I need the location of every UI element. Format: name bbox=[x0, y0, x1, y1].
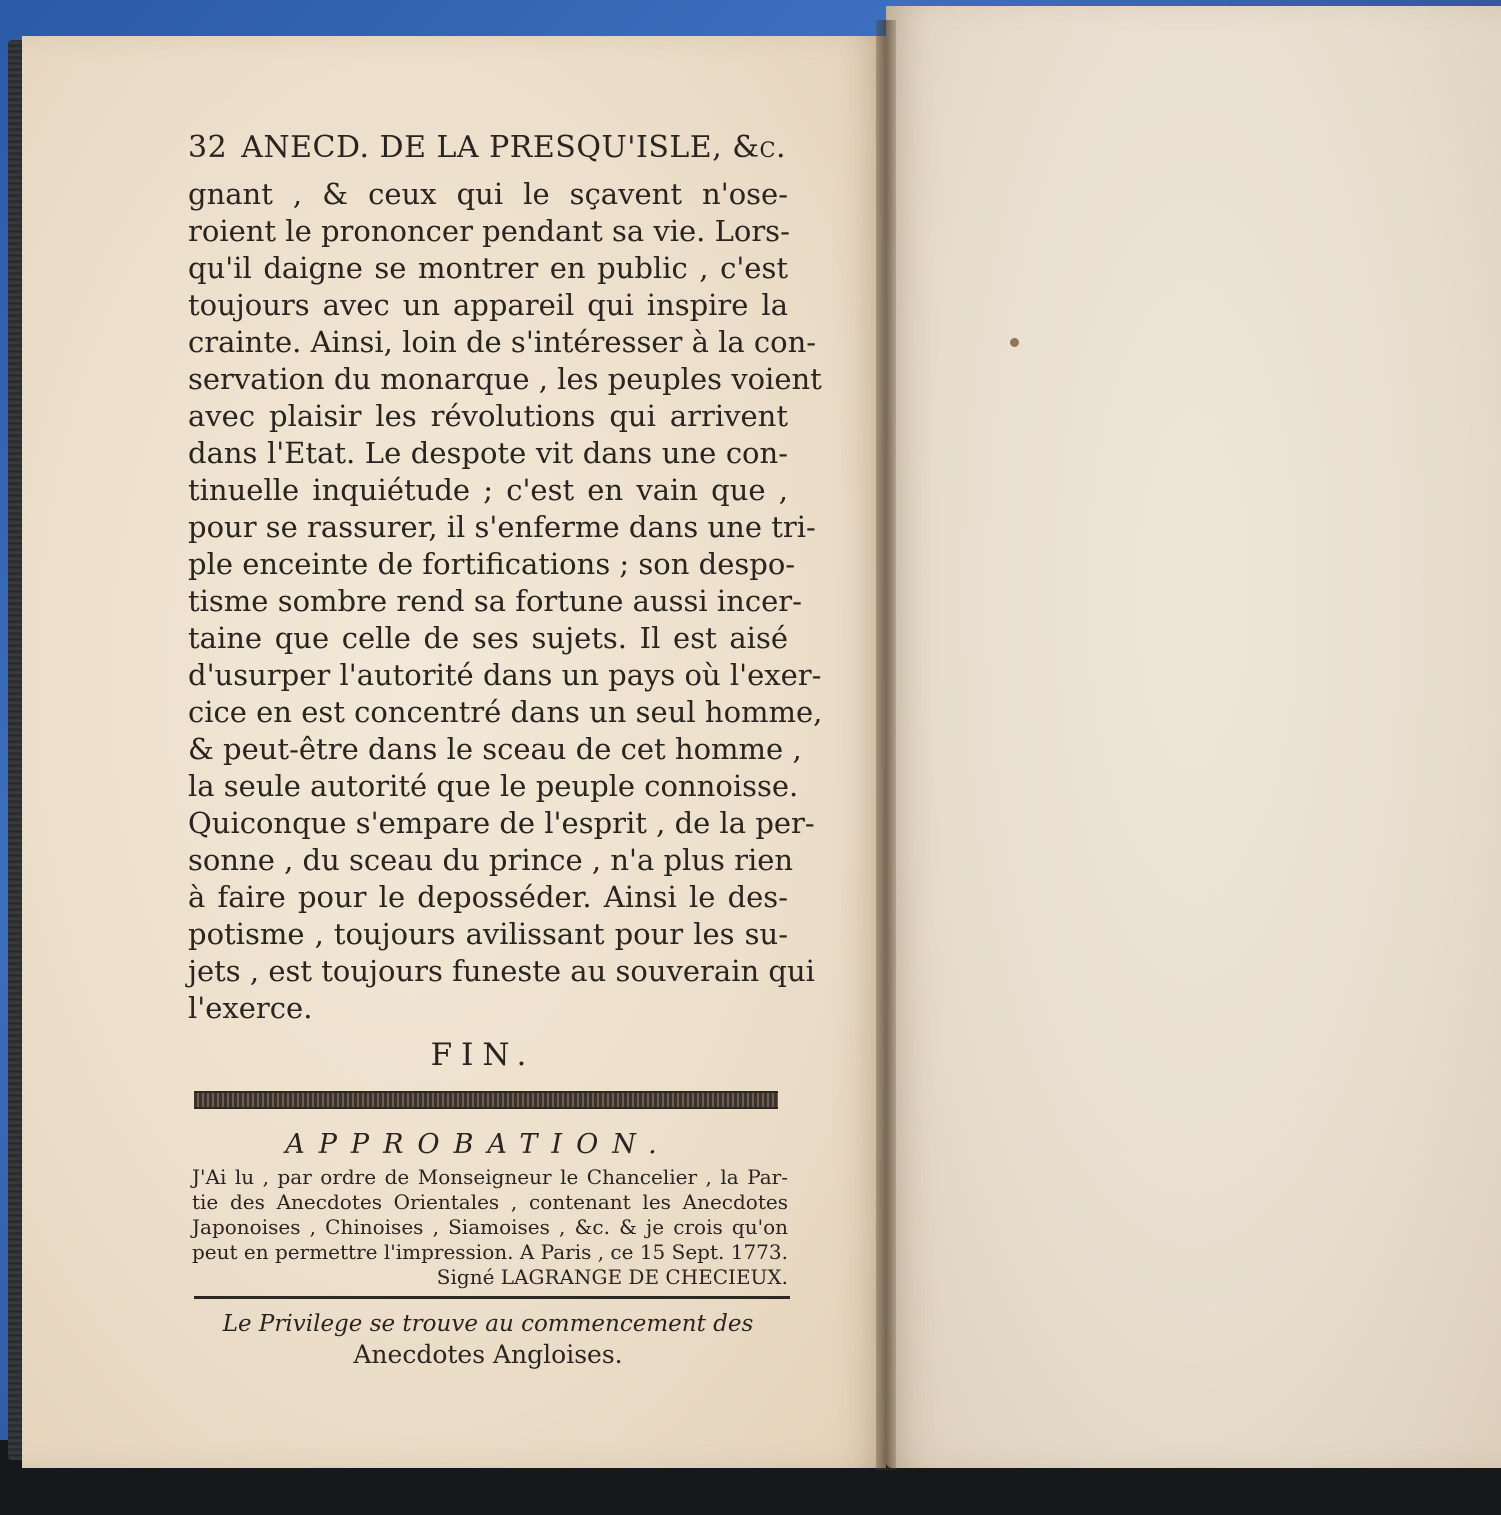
body-line: toujours avec un appareil qui inspire la bbox=[188, 288, 788, 322]
body-line: jets , est toujours funeste au souverain qui bbox=[188, 954, 815, 988]
body-text bbox=[188, 176, 823, 1027]
body-line: ple enceinte de fortifications ; son despo- bbox=[188, 547, 796, 581]
page-text bbox=[188, 130, 823, 1371]
body-line: servation du monarque , les peuples voient bbox=[188, 362, 822, 396]
fin-heading: FIN. bbox=[430, 1037, 536, 1073]
approbation-title: APPROBATION. bbox=[285, 1129, 671, 1160]
body-line: tinuelle inquiétude ; c'est en vain que , bbox=[188, 473, 788, 507]
running-head bbox=[188, 130, 788, 176]
body-line: potisme , toujours avilissant pour les su- bbox=[188, 917, 788, 951]
body-line: taine que celle de ses sujets. Il est aisé bbox=[188, 621, 788, 655]
paper-spot bbox=[1010, 338, 1019, 347]
approbation-text bbox=[188, 1165, 788, 1290]
body-line: gnant , & ceux qui le sçavent n'ose- bbox=[188, 177, 788, 211]
body-line: l'exerce. bbox=[188, 991, 313, 1025]
body-line: d'usurper l'autorité dans un pays où l'exer- bbox=[188, 658, 822, 692]
page-number: 32 bbox=[188, 130, 228, 165]
body-line: qu'il daigne se montrer en public , c'est bbox=[188, 251, 788, 285]
privilege-line-2: Anecdotes Angloises. bbox=[353, 1340, 623, 1369]
body-line: tisme sombre rend sa fortune aussi incer- bbox=[188, 584, 802, 618]
body-line: & peut-être dans le sceau de cet homme , bbox=[188, 732, 802, 766]
body-line: pour se rassurer, il s'enferme dans une tri- bbox=[188, 510, 816, 544]
body-line: la seule autorité que le peuple connoisse. bbox=[188, 769, 799, 803]
privilege-line-1: Le Privilege se trouve au commencement des bbox=[222, 1311, 754, 1337]
body-line: à faire pour le deposséder. Ainsi le des- bbox=[188, 880, 788, 914]
ornamental-rule bbox=[194, 1091, 778, 1109]
body-line: crainte. Ainsi, loin de s'intéresser à la con- bbox=[188, 325, 817, 359]
approbation-line: tie des Anecdotes Orientales , contenant les Anecdotes bbox=[192, 1190, 788, 1214]
running-head-title: ANECD. DE LA PRESQU'ISLE, &c. bbox=[241, 130, 787, 165]
body-line: cice en est concentré dans un seul homme, bbox=[188, 695, 823, 729]
body-line: avec plaisir les révolutions qui arrivent bbox=[188, 399, 788, 433]
right-page-blank bbox=[886, 6, 1501, 1468]
thin-rule bbox=[194, 1296, 790, 1299]
approbation-line: J'Ai lu , par ordre de Monseigneur le Chancelier , la Par- bbox=[192, 1165, 788, 1189]
book-gutter bbox=[876, 20, 896, 1470]
body-line: roient le prononcer pendant sa vie. Lors- bbox=[188, 214, 790, 248]
body-line: Quiconque s'empare de l'esprit , de la per- bbox=[188, 806, 815, 840]
approbation-signature: Signé LAGRANGE DE CHECIEUX. bbox=[436, 1265, 788, 1289]
approbation-line: peut en permettre l'impression. A Paris , ce 15 Sept. 1773. bbox=[192, 1240, 788, 1264]
approbation-line: Japonoises , Chinoises , Siamoises , &c. & je crois qu'on bbox=[192, 1215, 788, 1239]
body-line: sonne , du sceau du prince , n'a plus rien bbox=[188, 843, 794, 877]
body-line: dans l'Etat. Le despote vit dans une con- bbox=[188, 436, 788, 470]
